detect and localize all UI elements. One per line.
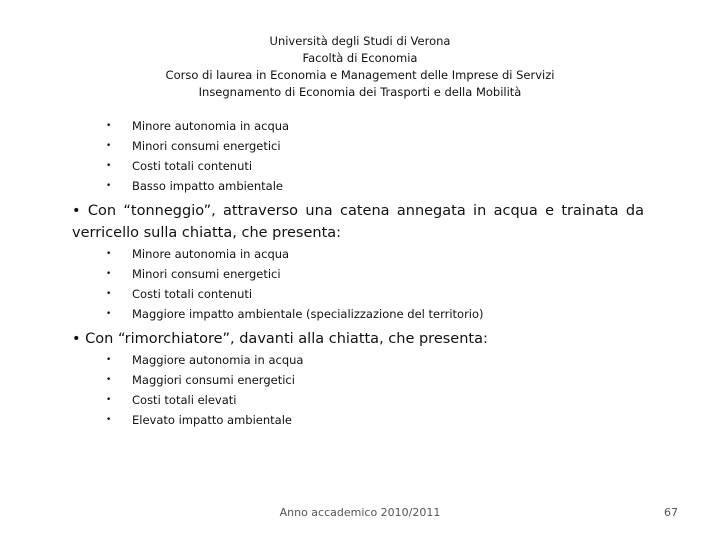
list-item: • Elevato impatto ambientale bbox=[106, 410, 303, 430]
bullet-icon: • bbox=[106, 141, 112, 151]
bullet-icon: • bbox=[106, 395, 112, 405]
bullet-icon: • bbox=[106, 355, 112, 365]
slide-header bbox=[0, 33, 720, 101]
bullet-list-1 bbox=[106, 116, 289, 196]
bullet-icon: • bbox=[106, 289, 112, 299]
list-item: • Costi totali contenuti bbox=[106, 284, 484, 304]
bullet-icon: • bbox=[106, 415, 112, 425]
bullet-icon: • bbox=[106, 309, 112, 319]
paragraph-rimorchiatore: • Con “rimorchiatore”, davanti alla chiatta, che presenta: bbox=[72, 331, 488, 347]
list-item: • Costi totali contenuti bbox=[106, 156, 289, 176]
list-item: • Maggiore autonomia in acqua bbox=[106, 350, 303, 370]
degree-course: Corso di laurea in Economia e Management delle Imprese di Servizi bbox=[165, 68, 555, 82]
list-item: • Maggiori consumi energetici bbox=[106, 370, 303, 390]
bullet-icon: • bbox=[106, 161, 112, 171]
list-item: • Costi totali elevati bbox=[106, 390, 303, 410]
bullet-list-3 bbox=[106, 350, 303, 430]
faculty-name: Facoltà di Economia bbox=[302, 51, 418, 65]
page-number: 67 bbox=[664, 506, 678, 519]
bullet-icon: • bbox=[106, 375, 112, 385]
list-item: • Minore autonomia in acqua bbox=[106, 244, 484, 264]
bullet-list-2 bbox=[106, 244, 484, 324]
list-item: • Maggiore impatto ambientale (specializzazione del territorio) bbox=[106, 304, 484, 324]
footer-academic-year: Anno accademico 2010/2011 bbox=[279, 506, 441, 519]
paragraph-tonneggio: • Con “tonneggio”, attraverso una catena annegata in acqua e trainata da verricello sulla chiatta, che presenta: bbox=[72, 203, 644, 241]
list-item: • Basso impatto ambientale bbox=[106, 176, 289, 196]
bullet-icon: • bbox=[106, 269, 112, 279]
list-item: • Minori consumi energetici bbox=[106, 136, 289, 156]
university-name: Università degli Studi di Verona bbox=[269, 34, 451, 48]
course-subject: Insegnamento di Economia dei Trasporti e della Mobilità bbox=[198, 85, 522, 99]
bullet-icon: • bbox=[106, 249, 112, 259]
list-item: • Minori consumi energetici bbox=[106, 264, 484, 284]
bullet-icon: • bbox=[106, 181, 112, 191]
list-item: • Minore autonomia in acqua bbox=[106, 116, 289, 136]
bullet-icon: • bbox=[106, 121, 112, 131]
